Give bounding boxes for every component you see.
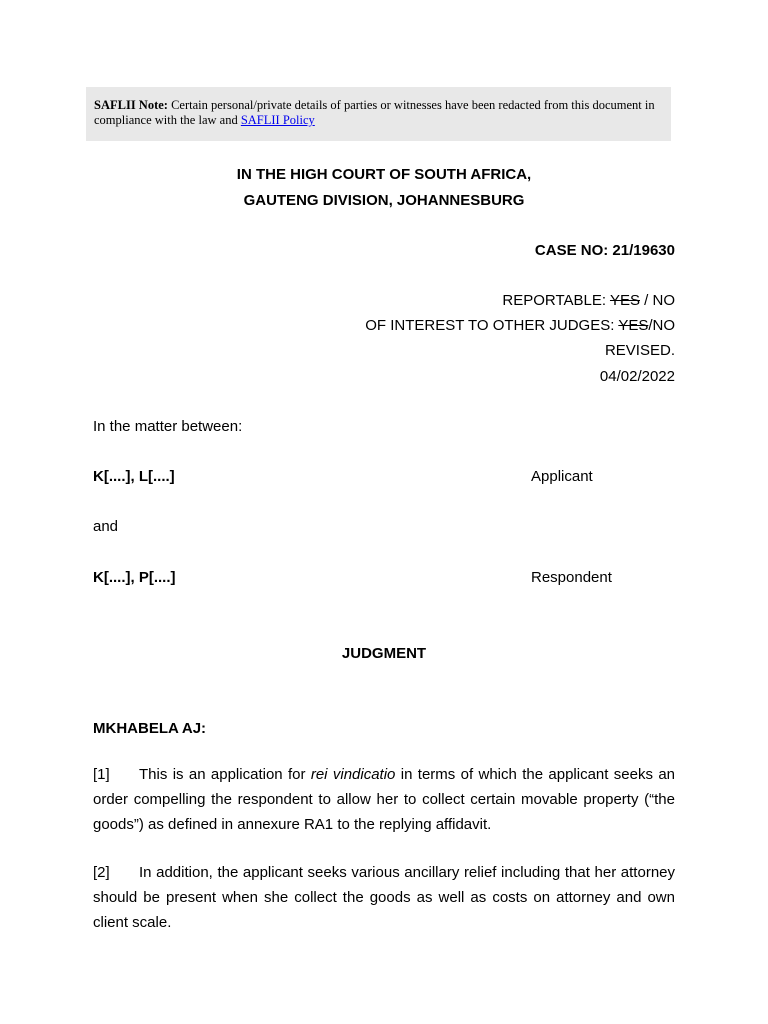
note-text: Certain personal/private details of parties or witnesses have been redacted from this document in compliance with the law and [94, 98, 655, 127]
reportable-prefix: REPORTABLE: [502, 292, 610, 309]
court-name-line1: IN THE HIGH COURT OF SOUTH AFRICA, [236, 166, 532, 183]
interest-line [365, 317, 675, 334]
judge-name: MKHABELA AJ: [93, 720, 207, 737]
paragraph-number: [2] [93, 864, 110, 881]
paragraph-number: [1] [93, 766, 110, 783]
reportable-suffix: / NO [639, 292, 675, 309]
judgment-heading: JUDGMENT [341, 645, 427, 662]
paragraph-text: This is an application for [139, 766, 311, 783]
applicant-name: K[....], L[....] [93, 468, 175, 485]
interest-suffix: /NO [648, 317, 675, 334]
and-text: and [93, 518, 119, 535]
reportable-struck: YES [609, 292, 640, 309]
respondent-role: Respondent [531, 569, 612, 586]
case-number: CASE NO: 21/19630 [534, 242, 675, 259]
court-name-line2: GAUTENG DIVISION, JOHANNESBURG [243, 192, 525, 209]
applicant-role: Applicant [531, 468, 593, 485]
paragraph-text: In addition, the applicant seeks various ancillary relief including that her attorney should be present when she collect the goods as well as costs on attorney and own client scale. [93, 864, 675, 931]
interest-prefix: OF INTEREST TO OTHER JUDGES: [365, 317, 619, 334]
respondent-name: K[....], P[....] [93, 569, 176, 586]
judgment-date: 04/02/2022 [599, 368, 675, 385]
reportable-line [502, 292, 675, 309]
paragraph-2 [93, 860, 675, 935]
matter-between: In the matter between: [93, 418, 243, 435]
paragraph-1 [93, 762, 675, 837]
note-label: SAFLII Note: [94, 98, 168, 112]
paragraph-text: in terms of which the applicant seeks an order compelling the respondent to allow her to collect certain movable property (“the goods”) as defined in annexure RA1 to the replying affidavit. [93, 766, 676, 833]
paragraph-italic: rei vindicatio [310, 766, 396, 783]
saflii-note-box [86, 87, 671, 141]
saflii-policy-link[interactable]: SAFLII Policy [240, 113, 315, 127]
interest-struck: YES [618, 317, 649, 334]
revised-line: REVISED. [604, 342, 675, 359]
